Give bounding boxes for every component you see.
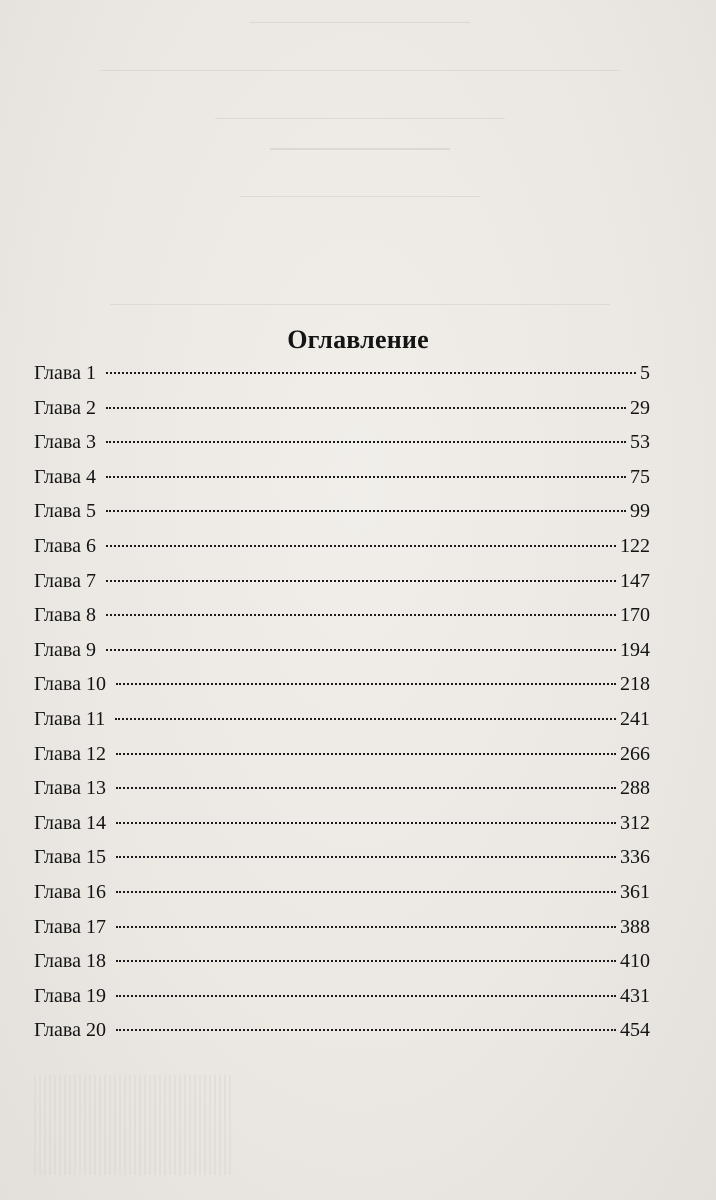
chapter-title: Глава 2 xyxy=(34,396,96,419)
toc-entry xyxy=(34,846,650,881)
bleed-through-line xyxy=(270,148,450,150)
page-number: 170 xyxy=(620,604,650,627)
page-number: 29 xyxy=(630,396,650,419)
chapter-title: Глава 8 xyxy=(34,604,96,627)
dot-leader xyxy=(116,995,616,997)
bleed-through-barcode xyxy=(34,1075,234,1175)
page-number: 336 xyxy=(620,846,650,869)
toc-entry xyxy=(34,535,650,570)
toc-entry xyxy=(34,397,650,432)
dot-leader xyxy=(116,926,616,928)
chapter-title: Глава 19 xyxy=(34,984,106,1007)
chapter-title: Глава 17 xyxy=(34,915,106,938)
dot-leader xyxy=(106,580,616,582)
chapter-title: Глава 14 xyxy=(34,811,106,834)
toc-entry xyxy=(34,673,650,708)
toc-entry xyxy=(34,639,650,674)
toc-entry xyxy=(34,1019,650,1054)
toc-entry xyxy=(34,500,650,535)
page-number: 388 xyxy=(620,915,650,938)
dot-leader xyxy=(116,1029,616,1031)
page-number: 312 xyxy=(620,811,650,834)
chapter-title: Глава 7 xyxy=(34,569,96,592)
toc-entry xyxy=(34,950,650,985)
dot-leader xyxy=(116,891,616,893)
bleed-through-line xyxy=(240,196,480,197)
page-number: 75 xyxy=(630,465,650,488)
dot-leader xyxy=(116,960,616,962)
chapter-title: Глава 16 xyxy=(34,880,106,903)
chapter-title: Глава 15 xyxy=(34,846,106,869)
chapter-title: Глава 20 xyxy=(34,1019,106,1042)
toc-entry xyxy=(34,466,650,501)
page-number: 147 xyxy=(620,569,650,592)
chapter-title: Глава 18 xyxy=(34,950,106,973)
dot-leader xyxy=(106,649,616,651)
toc-entry xyxy=(34,743,650,778)
page-number: 122 xyxy=(620,534,650,557)
toc-entry xyxy=(34,604,650,639)
page-number: 5 xyxy=(640,362,650,384)
dot-leader xyxy=(116,753,616,755)
dot-leader xyxy=(116,856,616,858)
chapter-title: Глава 4 xyxy=(34,465,96,488)
page-number: 410 xyxy=(620,950,650,973)
toc-entry xyxy=(34,362,650,397)
dot-leader xyxy=(116,683,616,685)
bleed-through-line xyxy=(110,304,610,305)
dot-leader xyxy=(106,441,626,443)
page-number: 266 xyxy=(620,742,650,765)
chapter-title: Глава 10 xyxy=(34,673,106,696)
toc-entry xyxy=(34,812,650,847)
page-number: 99 xyxy=(630,500,650,523)
chapter-title: Глава 3 xyxy=(34,431,96,454)
dot-leader xyxy=(106,510,626,512)
toc-entry xyxy=(34,916,650,951)
toc-entry xyxy=(34,985,650,1020)
dot-leader xyxy=(115,718,616,720)
bleed-through-line xyxy=(215,118,505,119)
page-number: 218 xyxy=(620,673,650,696)
page-number: 431 xyxy=(620,984,650,1007)
dot-leader xyxy=(116,822,616,824)
chapter-title: Глава 9 xyxy=(34,638,96,661)
toc-entry xyxy=(34,570,650,605)
bleed-through-line xyxy=(100,70,620,71)
chapter-title: Глава 11 xyxy=(34,707,106,730)
table-of-contents xyxy=(34,362,650,1054)
page-number: 288 xyxy=(620,777,650,800)
page-title: Оглавление xyxy=(287,325,429,355)
toc-entry xyxy=(34,777,650,812)
dot-leader xyxy=(106,545,616,547)
dot-leader xyxy=(106,476,626,478)
page-number: 241 xyxy=(620,707,650,730)
dot-leader xyxy=(106,614,616,616)
toc-entry xyxy=(34,708,650,743)
chapter-title: Глава 6 xyxy=(34,534,96,557)
chapter-title: Глава 13 xyxy=(34,777,106,800)
page-number: 454 xyxy=(620,1019,650,1042)
page-number: 361 xyxy=(620,880,650,903)
toc-entry xyxy=(34,881,650,916)
dot-leader xyxy=(106,372,636,374)
bleed-through-line xyxy=(250,22,470,23)
page-number: 194 xyxy=(620,638,650,661)
toc-entry xyxy=(34,431,650,466)
page-number: 53 xyxy=(630,431,650,454)
chapter-title: Глава 5 xyxy=(34,500,96,523)
dot-leader xyxy=(106,407,626,409)
chapter-title: Глава 12 xyxy=(34,742,106,765)
chapter-title: Глава 1 xyxy=(34,362,96,384)
dot-leader xyxy=(116,787,616,789)
